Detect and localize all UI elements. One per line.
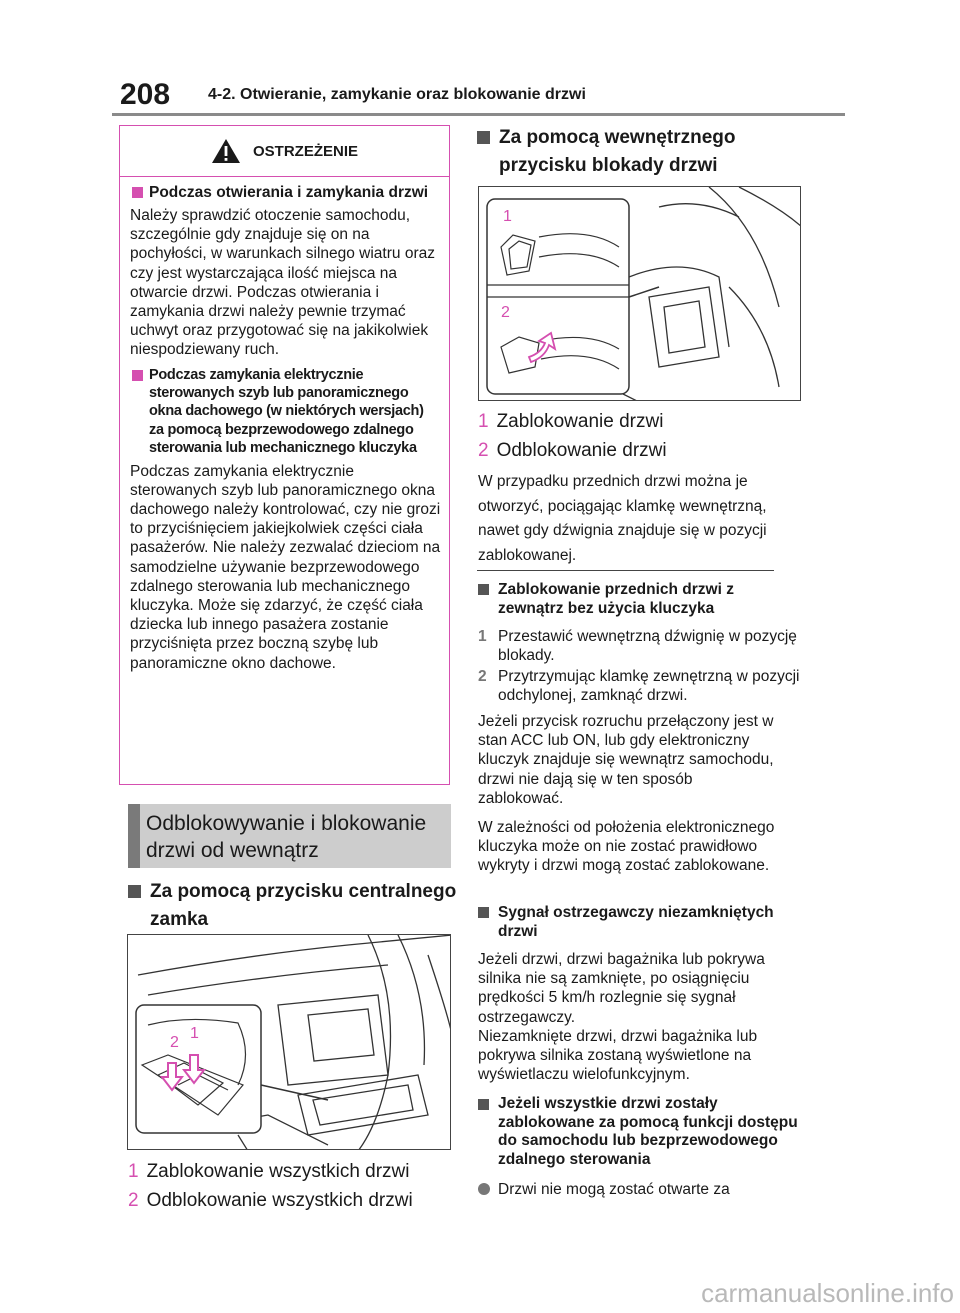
section-title-box [128,804,451,868]
warning-subheading-2: Podczas zamykania elektrycznie sterowanych szyb lub panoramicznego okna dachowego (w niektórych wersjach) za pomocą bezprzewodowego zdalnego sterowania lub mechanicznego kluczyka [130,366,441,458]
warning-triangle-icon [211,138,241,164]
front-lock-paragraph-2: W zależności od położenia elektronicznego kluczyka może on nie zostać prawidłowo wykryty i drzwi mogą zostać zablokowane. [478,819,775,875]
divider-rule [477,570,774,571]
callout-2: 2 [170,1034,179,1051]
central-item-2: 2 Odblokowanie wszystkich drzwi [128,1190,413,1211]
central-lock-heading: Za pomocą przycisku centralnego zamka [128,878,468,934]
square-bullet-icon [478,1099,489,1110]
header-rule [112,113,845,116]
central-item-1: 1 Zablokowanie wszystkich drzwi [128,1161,410,1182]
callout-2: 2 [501,304,510,321]
warning-header [120,126,449,177]
page-header [120,78,845,114]
watermark: carmanualsonline.info [701,1278,954,1308]
door-panel-switch-drawing [128,935,451,1150]
inner-item-2: 2 Odblokowanie drzwi [478,440,667,461]
door-handle-drawing [479,187,801,401]
warning-subheading-1: Podczas otwierania i zamykania drzwi [130,183,441,202]
page-number: 208 [120,78,171,111]
square-bullet-icon [132,187,143,198]
square-bullet-icon [477,131,490,144]
door-signal-paragraph-2: Niezamknięte drzwi, drzwi bagażnika lub pokrywa silnika zostaną wyświetlone na wyświetlaczu wielofunkcyjnym. [478,1028,758,1084]
warning-text-2: Podczas zamykania elektrycznie sterowanych szyb lub panoramicznego okna dachowego należy kontrolować, czy nie grozi to przyciśnięciem jakiejkolwiek części ciała pasażerów. Nie należy zezwalać dzieciom na samodzielne używanie bezprzewodowego zdalnego sterowania lub mechanicznego kluczyka. Może się zdarzyć, że część ciała dziecka lub innego pasażera zostanie przyciśnięta przez boczną szybę lub panoramiczne okno dachowe. [130,462,441,672]
chapter-title: 4-2. Otwieranie, zamykanie oraz blokowanie drzwi [208,86,586,103]
all-locked-heading: Jeżeli wszystkie drzwi zostały zablokowane za pomocą funkcji dostępu do samochodu lub bezprzewodowego zdalnego sterowania [478,1095,798,1169]
callout-1: 1 [503,208,512,225]
inner-note: W przypadku przednich drzwi można je otworzyć, pociągając klamkę wewnętrzną, nawet gdy dźwignia znajduje się w pozycji zablokowanej. [478,473,767,564]
front-lock-paragraph-1: Jeżeli przycisk rozruchu przełączony jest w stan ACC lub ON, lub gdy elektroniczny kluczyk znajduje się wewnątrz samochodu, drzwi nie dają się w ten sposób zablokować. [478,713,774,807]
inner-item-1: 1 Zablokowanie drzwi [478,411,664,432]
warning-box [119,125,450,785]
inner-lock-illustration [478,186,801,401]
warning-title: OSTRZEŻENIE [252,142,358,160]
callout-1: 1 [190,1025,199,1042]
square-bullet-icon [478,907,489,918]
section-title: Odblokowywanie i blokowanie drzwi od wewnątrz [146,812,427,862]
front-lock-step-1: 1 Przestawić wewnętrzną dźwignię w pozycję blokady. [478,628,797,664]
warning-text-1: Należy sprawdzić otoczenie samochodu, szczególnie gdy znajduje się on na pochyłości, w warunkach silnego wiatru oraz czy jest wystarczająca ilość miejsca na otwarcie drzwi. Podczas otwierania i zamykania drzwi należy pewnie trzymać uchwyt oraz przygotować się na jakikolwiek niespodziewany ruch. [130,207,435,359]
all-locked-bullet: Drzwi nie mogą zostać otwarte za [478,1180,798,1199]
inner-lock-heading: Za pomocą wewnętrznego przycisku blokady drzwi [477,124,799,180]
front-lock-heading: Zablokowanie przednich drzwi z zewnątrz bez użycia kluczyka [478,580,788,618]
central-lock-illustration [127,934,451,1150]
door-signal-heading: Sygnał ostrzegawczy niezamkniętych drzwi [478,903,798,941]
square-bullet-icon [132,370,143,381]
section-bar [128,804,140,868]
front-lock-step-2: 2 Przytrzymując klamkę zewnętrzną w pozycji odchylonej, zamknąć drzwi. [478,668,800,704]
square-bullet-icon [478,584,489,595]
door-signal-paragraph-1: Jeżeli drzwi, drzwi bagażnika lub pokrywa silnika nie są zamknięte, po osiągnięciu prędkości 5 km/h rozlegnie się sygnał ostrzegawczy. [478,951,765,1026]
circle-bullet-icon [478,1183,490,1195]
square-bullet-icon [128,885,141,898]
